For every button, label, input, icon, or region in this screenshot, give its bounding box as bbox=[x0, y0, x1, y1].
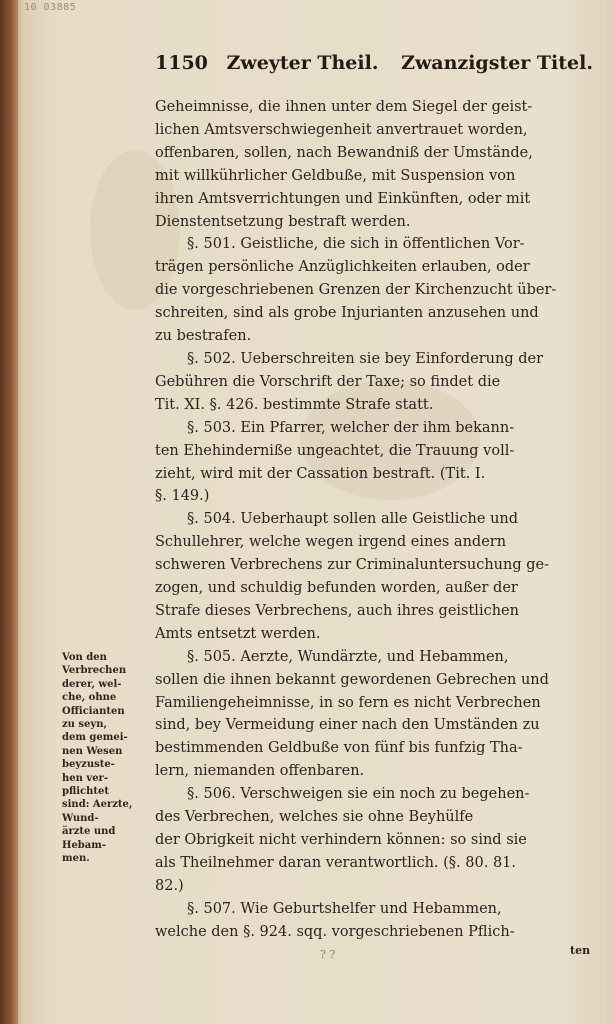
margin-note-line: nen Wesen bbox=[62, 745, 123, 757]
signature-mark: ? ? bbox=[320, 948, 336, 961]
text-line: schreiten, sind als grobe Injurianten anzusehen und bbox=[155, 305, 539, 322]
text-line: welche den §. 924. sqq. vorgeschriebenen Pflich- bbox=[155, 923, 515, 940]
text-line: des Verbrechen, welches sie ohne Beyhülfe bbox=[155, 809, 474, 826]
text-line: Tit. XI. §. 426. bestimmte Strafe statt. bbox=[155, 396, 434, 413]
paragraph-501: §. 501. Geistliche, die sich in öffentlichen Vor- bbox=[187, 236, 525, 253]
paragraph-504: §. 504. Ueberhaupt sollen alle Geistliche und bbox=[187, 511, 519, 528]
library-reference: 10 03885 bbox=[24, 2, 77, 13]
text-line: zieht, wird mit der Cassation bestraft. (Tit. I. bbox=[155, 465, 486, 482]
book-spine-edge bbox=[0, 0, 18, 1024]
margin-note-line: Wund- bbox=[62, 812, 99, 824]
text-line: Geheimnisse, die ihnen unter dem Siegel der geist- bbox=[155, 99, 533, 115]
section-title: Zwanzigster Titel. bbox=[401, 52, 593, 74]
text-line: Strafe dieses Verbrechens, auch ihres geistlichen bbox=[155, 602, 519, 619]
text-line: Familiengeheimnisse, in so fern es nicht Verbrechen bbox=[155, 694, 541, 711]
margin-note-line: dem gemei- bbox=[62, 732, 128, 744]
margin-note-line: derer, wel- bbox=[62, 678, 122, 690]
paragraph-503: §. 503. Ein Pfarrer, welcher der ihm bekann- bbox=[187, 419, 515, 436]
text-line: schweren Verbrechens zur Criminaluntersuchung ge- bbox=[155, 557, 550, 574]
text-line: zogen, und schuldig befunden worden, außer der bbox=[155, 580, 518, 597]
margin-note-line: Von den bbox=[62, 652, 107, 663]
margin-note-line: pflichtet bbox=[62, 786, 110, 798]
margin-note-line: Officianten bbox=[62, 705, 125, 717]
margin-note-line: beyzuste- bbox=[62, 759, 115, 771]
text-line: sind, bey Vermeidung einer nach den Umständen zu bbox=[155, 717, 540, 734]
part-title: Zweyter Theil. bbox=[226, 52, 379, 74]
text-line: ihren Amtsverrichtungen und Einkünften, oder mit bbox=[155, 190, 531, 207]
margin-note-line: Hebam- bbox=[62, 839, 107, 851]
text-line: mit willkührlicher Geldbuße, mit Suspension von bbox=[155, 167, 516, 184]
margin-note-line: che, ohne bbox=[62, 692, 117, 704]
text-line: trägen persönliche Anzüglichkeiten erlauben, oder bbox=[155, 259, 530, 276]
text-line: als Theilnehmer daran verantwortlich. (§. 80. 81. bbox=[155, 854, 516, 871]
text-line: offenbaren, sollen, nach Bewandniß der Umstände, bbox=[155, 144, 533, 161]
text-line: §. 149.) bbox=[155, 488, 210, 505]
paragraph-505: §. 505. Aerzte, Wundärzte, und Hebammen, bbox=[187, 648, 509, 665]
margin-note bbox=[62, 651, 152, 866]
text-line: Schullehrer, welche wegen irgend eines andern bbox=[155, 534, 507, 551]
paragraph-506: §. 506. Verschweigen sie ein noch zu begehen- bbox=[187, 786, 530, 803]
margin-note-line: sind: Aerzte, bbox=[62, 799, 133, 811]
margin-note-line: Verbrechen bbox=[62, 665, 127, 677]
text-line: zu bestrafen. bbox=[155, 328, 252, 345]
text-line: lichen Amtsverschwiegenheit anvertrauet worden, bbox=[155, 121, 528, 138]
text-line: ten Ehehinderniße ungeachtet, die Trauung voll- bbox=[155, 442, 515, 459]
paragraph-502: §. 502. Ueberschreiten sie bey Einforderung der bbox=[187, 350, 544, 367]
text-line: der Obrigkeit nicht verhindern können: so sind sie bbox=[155, 832, 527, 848]
margin-note-line: hen ver- bbox=[62, 772, 108, 784]
paragraph-507: §. 507. Wie Geburtshelfer und Hebammen, bbox=[187, 900, 502, 917]
text-line: sollen die ihnen bekannt gewordenen Gebrechen und bbox=[155, 671, 549, 688]
text-line: die vorgeschriebenen Grenzen der Kirchenzucht über- bbox=[155, 282, 557, 299]
margin-note-line: ärzte und bbox=[62, 826, 116, 838]
running-header bbox=[155, 52, 593, 74]
page-number: 1150 bbox=[155, 52, 208, 74]
text-line: 82.) bbox=[155, 877, 184, 894]
text-line: Gebühren die Vorschrift der Taxe; so findet die bbox=[155, 373, 501, 390]
margin-note-line: zu seyn, bbox=[62, 719, 107, 731]
text-line: Dienstentsetzung bestraft werden. bbox=[155, 213, 411, 230]
margin-note-line: men. bbox=[62, 853, 90, 865]
text-line: lern, niemanden offenbaren. bbox=[155, 763, 365, 780]
text-line: Amts entsetzt werden. bbox=[155, 625, 321, 642]
text-line: bestimmenden Geldbuße von fünf bis funfzig Tha- bbox=[155, 740, 523, 757]
catchword: ten bbox=[570, 944, 591, 957]
body-text bbox=[155, 96, 587, 944]
